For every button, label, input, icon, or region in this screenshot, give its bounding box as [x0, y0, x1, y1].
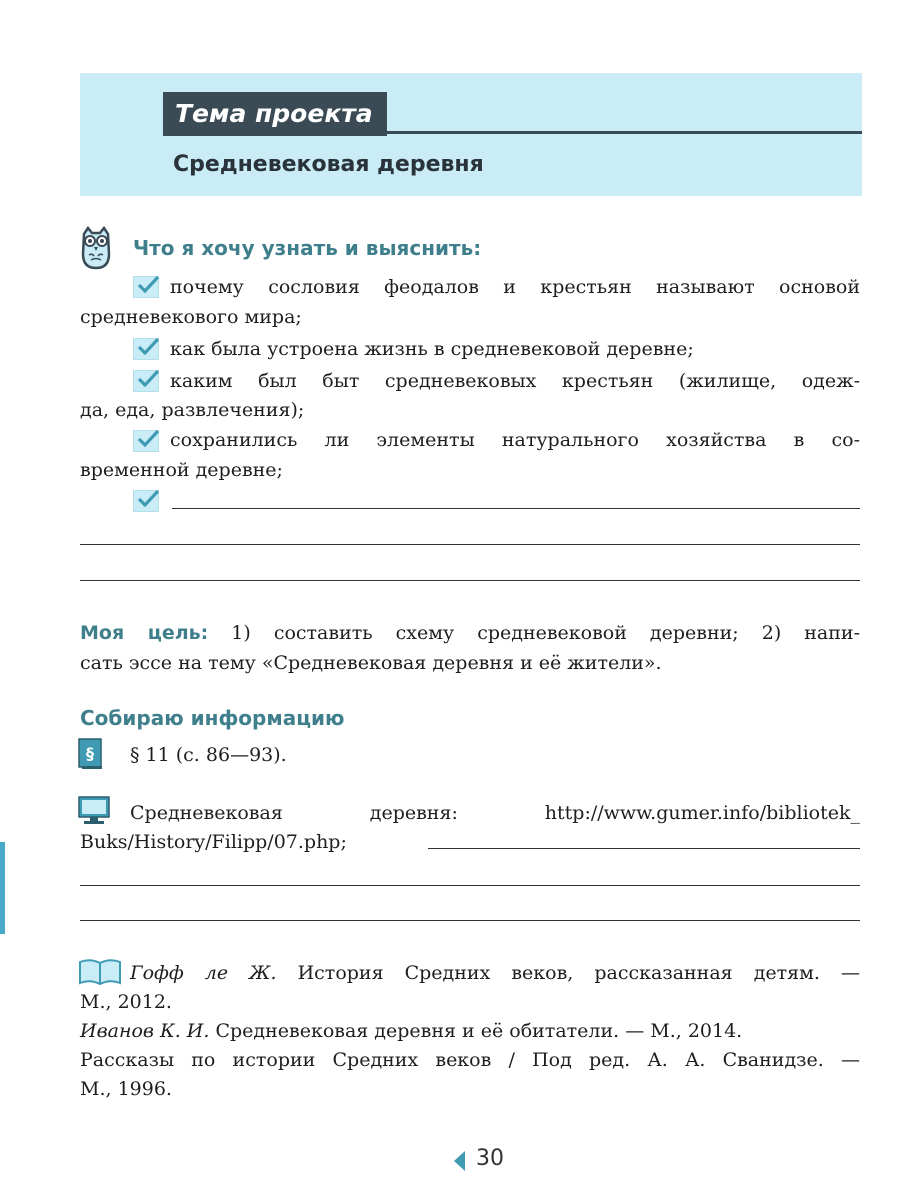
goal-item-1-line1: почему сословия феодалов и крестьян называют основой: [170, 276, 860, 298]
blank-line[interactable]: [428, 848, 860, 849]
goal-item-3-line1: каким был быт средневековых крестьян (жилище, одеж-: [170, 370, 860, 392]
topic-title: Средневековая деревня: [173, 152, 484, 177]
goal-item-3-line2: да, еда, развлечения);: [80, 399, 305, 421]
margin-marker: [0, 842, 5, 934]
paragraph-icon: [78, 738, 104, 770]
checkbox-icon: [133, 276, 159, 298]
svg-text:§: §: [86, 744, 94, 763]
book-3-line1: Рассказы по истории Средних веков / Под ред. А. А. Сванидзе. —: [80, 1049, 860, 1071]
computer-icon: [78, 795, 110, 827]
my-goal-text: 1) составить схему средневековой деревни; 2) напи-: [208, 622, 860, 644]
book-icon: [78, 958, 122, 986]
book-2-author: Иванов К. И.: [80, 1020, 210, 1042]
my-goal-line1: [80, 617, 860, 649]
blank-line[interactable]: [80, 580, 860, 581]
my-goal-label: Моя цель:: [80, 622, 209, 644]
book-2-title: Средневековая деревня и её обитатели. — М., 2014.: [209, 1020, 743, 1042]
web-source-line1: Средневековая деревня: http://www.gumer.info/bibliotek_: [130, 802, 860, 824]
my-goal-line2: сать эссе на тему «Средневековая деревня и её жители».: [80, 652, 662, 674]
blank-line[interactable]: [80, 920, 860, 921]
goal-item-2-line1: как была устроена жизнь в средневековой деревне;: [170, 338, 694, 360]
blank-line[interactable]: [80, 544, 860, 545]
sources-heading: Собираю информацию: [80, 706, 345, 730]
goals-heading: Что я хочу узнать и выяснить:: [133, 236, 482, 260]
paragraph-reference: § 11 (с. 86—93).: [130, 744, 287, 766]
checkbox-icon: [133, 490, 159, 512]
page-number: 30: [476, 1146, 504, 1171]
topic-label: Тема проекта: [163, 92, 387, 136]
page-marker-icon: [452, 1150, 466, 1172]
book-1-line1: [130, 957, 860, 989]
web-source-line2: Buks/History/Filipp/07.php;: [80, 831, 347, 853]
blank-line[interactable]: [172, 508, 860, 509]
checkbox-icon: [133, 430, 159, 452]
goal-item-4-line2: временной деревне;: [80, 459, 283, 481]
checkbox-icon: [133, 338, 159, 360]
book-1-title: История Средних веков, рассказанная детям. —: [276, 962, 860, 984]
owl-icon: [78, 226, 114, 270]
blank-line[interactable]: [80, 885, 860, 886]
book-1-author: Гофф ле Ж.: [130, 962, 277, 984]
goal-item-4-line1: сохранились ли элементы натурального хозяйства в со-: [170, 429, 860, 451]
topic-rule: [360, 131, 862, 134]
checkbox-icon: [133, 370, 159, 392]
goal-item-1-line2: средневекового мира;: [80, 306, 302, 328]
book-2-line1: [80, 1015, 742, 1047]
book-3-line2: М., 1996.: [80, 1078, 172, 1100]
book-1-line2: М., 2012.: [80, 991, 172, 1013]
